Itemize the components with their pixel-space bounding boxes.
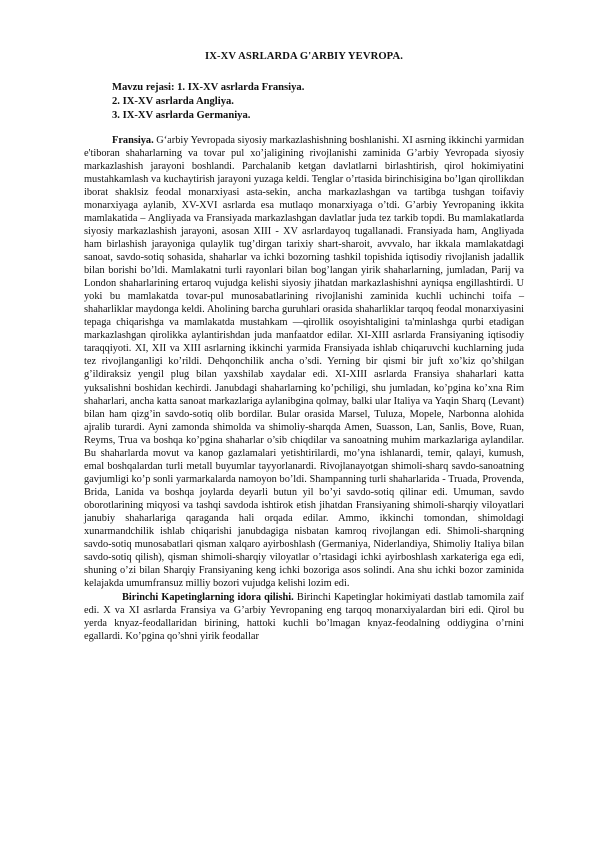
lesson-plan [112, 81, 524, 124]
paragraph-fransiya [84, 134, 524, 591]
paragraph-body: Birinchi Kapetinglar hokimiyati dastlab tamomila zaif edi. X va XI asrlarda Fransiya va G’arbiy Yevropaning eng tarqoq monarxiyalardan biri edi. Qirol bu yerda knyaz-feodallaridan birining, hattoki kuchli bo’lmagan knyaz-feodalning oddiygina o’rnini egallardi. Ko’pgina qo’shni yirik feodallar [84, 592, 524, 643]
plan-item: Mavzu rejasi: 1. IX-XV asrlarda Fransiya. [112, 82, 305, 93]
document-page [84, 46, 524, 643]
paragraph-kapetinglar [84, 591, 524, 643]
section-heading-kapetinglar: Birinchi Kapetinglarning idora qilishi. [122, 592, 294, 604]
paragraph-body: G‘arbiy Yevropada siyosiy markazlashishning boshlanishi. XI asrning ikkinchi yarmidan e'tiboran shaharlarning va tovar pul xo’jaligining rivojlanishi zaminida G’arbiy Yevropada siyosiy markazlashish jarayoni boshlandi. Parchalanib ketgan davlatlarni birlashtirish, qirol hokimiyatini mustahkamlash va kuchaytirish jarayoni yuzaga keldi. Tenglar o’rtasida birinchisigina bo’lgan qirollikdan iborat shaklsiz feodal monarxiyasi asta-sekin, ancha markazlashgan va tartibga tushgan toifaviy monarxiyaga aylanib, XV-XVI asrlarda esa mutlaqo monarxiyaga o’tdi. G’arbiy Yevropaning ikkita mamlakatida – Angliyada va Fransiyada markazlashgan davlatlar juda tez tarkib topdi. Bu mamlakatlarda siyosiy markazlashish jarayoni, asosan XIII - XV asrlardayoq tugallanadi. Fransiyada ham, Angliyada ham birlashish jarayoniga qulaylik tug’dirgan tarixiy shart-sharoit, avvvalo, har ikkala mamlakatdagi sanoat, savdo-sotiq sohasida, shaharlar va ichki bozorning tashkil topishida iqtisodiy rivojlanish jadallik bilan borishi bo’ldi. Mamlakatni turli rayonlari bilan bog’langan yirik shaharlarning, jumladan, Parij va London shaharlarining ertaroq vujudga kelishi siyosiy jihatdan markazlashishni ayniqsa engillashtirdi. U yoki bu mamlakatda tovar-pul munosabatlarining rivojlanishi zaminida kuchli uchinchi toifa – shaharliklar maydonga keldi. Aholining barcha guruhlari orasida shaharliklar tarqoq feodal monarxiyasini tepaga chiqarishga va mamlakatda mustahkam ―qirollik osoyishtaligini ta'minlashga qurbi etadigan markazlashgan qirolikka aylantirishdan juda manfaatdor edilar. XI-XIII asrlarda Fransiyaning iqtisodiy taraqqiyoti. XI, XII va XIII asrlarning ikkinchi yarmida Fransiyada ishlab chiqaruvchi kuchlarning juda tez rivojlanganligi ko’rildi. Dehqonchilik ancha o’sdi. Yerning bir qismi bir juft xo’kiz qo’shilgan g’ildiraksiz yengil plug bilan yaxshilab xaydalar edi. XI-XIII asrlarda Fransiya shaharlari katta yuksalishni boshidan kechirdi. Janubdagi shaharlarning ko’pchiligi, shu jumladan, ko’pgina ko’xna Rim shaharlari, ancha katta sanoat markazlariga aylanibgina qolmay, balki ular Italiya va Yaqin Sharq (Levant) bilan ham qizg’in savdo-sotiq olib bordilar. Bular orasida Marsel, Tuluza, Mopele, Narbonna alohida ajralib turardi. Ayni zamonda shimolda va shimoliy-sharqda Amen, Suasson, Lan, Sanlis, Bove, Ruan, Reyms, Trua va boshqa ko’pgina shaharlar o’sib chiqdilar va sanoatning muhim markazlariga aylandilar. Bu shaharlarda movut va kanop gazlamalari yetishtirilardi, mo’yna ishlanardi, temir, qalayi, kumush, emal boshqalardan turli metall buyumlar tayyorlanardi. Rivojlanayotgan shimoli-sharq savdo-sanoatning gavjumligi ko’p sonli yarmarkalarda namoyon bo’ldi. Shampanning turli shaharlarida - Truada, Provenda, Brida, Lanida va boshqa joylarda deyarli butun yil bo’yi savdo-sotiq qilinar edi. Umuman, savdo oborotlarining miqyosi va tashqi savdoda ishtirok etish jihatdan Fransiyaning shimoli-sharqiy viloyatlari janubiy shaharlariga qaraganda hali orqada edilar. Ammo, ikkinchi tomondan, shimoldagi xunarmandchilik ishlab chiqarishi janubdagiga nisbatan kamroq rivojlangan edi. Shimoli-sharqning savdo-sotiq munosabatlari qisman xalqaro ayirboshlash (Germaniya, Niderlandiya, Shimoliy Italiya bilan savdo-sotiq qilish), qisman shimoli-sharqiy viloyatlar o’rtasidagi ichki ayirboshlash xarkateriga ega edi, shuning o’zi bilan Sharqiy Fransiyaning keng ichki bozoriga asos solindi. Ana shu ichki bozor zaminida kelajakda umumfransuz milliy bozori vujudga kelishi lozim edi. [84, 134, 524, 590]
document-title: IX-XV ASRLARDA G'ARBIY YEVROPA. [205, 51, 403, 62]
section-heading-fransiya: Fransiya. [112, 134, 154, 146]
plan-item: 2. IX-XV asrlarda Angliya. [112, 96, 234, 108]
plan-item: 3. IX-XV asrlarda Germaniya. [112, 110, 251, 122]
